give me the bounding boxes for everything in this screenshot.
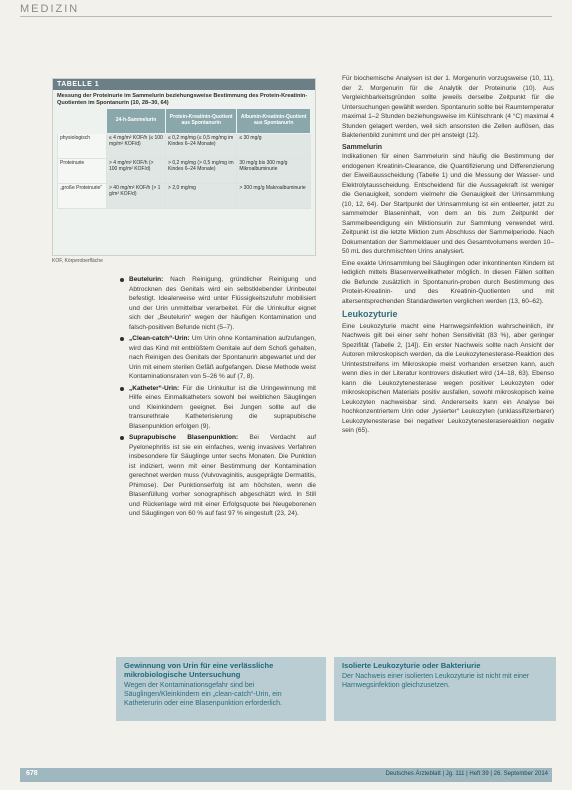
table-cell: > 40 mg/m² KOF/h (> 1 g/m² KOF/d) [107,184,166,209]
journal-info: Deutsches Ärzteblatt | Jg. 111 | Heft 39 | 26. September 2014 [385,771,548,777]
table-cell: ≤ 4 mg/m² KOF/h (≤ 100 mg/m² KOF/d) [107,134,166,159]
table-cell: > 300 mg/g Makroalbuminurie [237,184,311,209]
paragraph: Eine Leukozyturie macht eine Harnwegsinfektion wahrscheinlich, ihr Nachweis gilt bei einer sehr hohen Sensitivität (83 %), aber geringer Spezifität (Tabelle 2, [14]). Ein erster Nachweis sollte nach Ansicht der Autoren mikroskopisch werden, da die Leukozytenesterase-Reaktion des Urinteststreifens im Mikroskopie meist vorhanden ersetzen kann, auch wenn dies in der Literatur kontrovers diskutiert wird (14–18, 63). Ebenso kann die Leukozytenesterase wegen positiver Leukozyten oder mikroskopischen Materials positiv ausfallen, sowohl mikroskopisch keine Leukozyten nachweisbar sind. Andererseits kann ein Analyse bei hochkonzentriertem Urin oder „lysierter“ Leukozyten (unklassifizierbarer) Leukozytenesterase bei negativer Leukozytenesterasereaktion negativ sein (65). [342,322,554,434]
table-cell: physiologisch [58,134,107,159]
bullet-term: Suprapubische Blasenpunktion: [129,434,239,441]
bullet-icon [120,387,124,391]
table-header-cell: Albumin-Kreatinin-Quotient aus Spontanurin [237,109,311,134]
info-box-right [334,657,556,721]
section-label: MEDIZIN [20,3,80,15]
table-label: TABELLE 1 [53,79,315,90]
top-rule [20,16,552,17]
table-header-cell [58,109,107,134]
table-cell: ≤ 0,2 mg/mg (≤ 0,5 mg/mg im Kindes 6–24 Monate) [166,134,237,159]
info-box-text: Der Nachweis einer isolierten Leukozyturie ist nicht mit einer Harnwegsinfektion gleichzusetzen. [342,673,530,689]
left-column [120,275,316,521]
bullet-text: Nach Reinigung, gründlicher Reinigung und Abtrocknen des Genitals wird ein selbstklebender Urinbeutel befestigt. Idealerweise wird unter Flüssigkeitszufuhr mobilisiert und der Urin unmittelbar verarbeitet. Für die Urinkultur eignet sich der „Beutelurin“ wegen der häufigen Kontamination und falsch-positiven Befunde nicht (5–7). [129,276,316,331]
table-cell: 30 mg/g bis 300 mg/g Mikroalbuminurie [237,159,311,184]
bullet-icon [120,337,124,341]
table-header-cell: Protein-Kreatinin-Quotient aus Spontanurin [166,109,237,134]
right-column [342,74,554,438]
bullet-term: „Katheter“-Urin: [129,384,180,392]
table-row [58,134,311,159]
paragraph: Eine exakte Urinsammlung bei Säuglingen oder inkontinenten Kindern ist lediglich mittels Blasenverweilkatheter möglich. In diesen Fällen sollten die Befunde zusätzlich in Spontanurin-proben durch Bestimmung des Protein-Kreatinin- und des Kreatinin-Quotienten und mit altersentsprechenden Standardwerten verglichen werden (13, 60–62). [342,259,554,305]
bullet-term: „Clean-catch“-Urin: [129,335,190,342]
table-cell: > 0,2 mg/mg (> 0,5 mg/mg im Kindes 6–24 Monate) [166,159,237,184]
info-box-title: Gewinnung von Urin für eine verlässliche mikrobiologische Untersuchung [124,661,274,679]
table-row [58,159,311,184]
table-abbreviation: KOF, Körperoberfläche [52,258,103,264]
info-box-text: Wegen der Kontaminationsgefahr sind bei Säuglingen/Kleinkindern ein „clean-catch“-Urin, ein Katheterurin oder eine Blasenpunktion erforderlich. [124,682,282,707]
table-cell: > 2,0 mg/mg [166,184,237,209]
info-box-title: Isolierte Leukozyturie oder Bakteriurie [342,661,481,670]
paragraph: Indikationen für einen Sammelurin sind häufig die Bestimmung der endogenen Kreatinin-Clearance, die Quantifizierung und Differenzierung der Eiweißausscheidung (Tabelle 1) und die Messung der Wasser- und Elektrolytausscheidung. Entscheidend für die Aussagekraft ist weniger die Genauigkeit, sondern vielmehr die Genauigkeit der Urinsammlung (10, 12, 64). Der Startpunkt der Urinsammlung ist ein entleerter, jetzt zu sammelnder Blaseninhalt, von dem an bis zum Zeitpunkt der Sammelbeendigung ein Miktionsurin zur Sammlung verwendet wird. Zeitpunkt ist die letzte Miktion zum Abschluss der Sammelperiode. Nach Dokumentation der Sammeldauer und des Gesamtvolumens werden 10–50 mL des durchmischten Urins analysiert. [342,153,554,255]
bullet-icon [120,436,124,440]
proteinuria-table [57,108,311,209]
list-item [120,275,316,332]
table-cell: „große Proteinurie“ [58,184,107,209]
list-item [120,433,316,519]
bullet-icon [120,278,124,282]
table-header-row [58,109,311,134]
table-cell: ≤ 30 mg/g [237,134,311,159]
bullet-text: Bei Verdacht auf Pyelonephritis ist sie ein einfaches, wenig invasives Verfahren insbesondere für Säuglinge unter sechs Monaten. Die Punktion ist indiziert, wenn mit einer Bestimmung der Kontamination gerechnet werden muss (Vulvovaginitis, ausgeprägte Dermatitis, Phimose). Der Punktionserfolg ist am höchsten, wenn die Blasenfüllung vorher sonographisch abgeschätzt wird. In Still und Rückenlage wird mit einer Erfolgsquote bei Neugeborenen und Säuglingen von 60 % auf fast 97 % eingestuft (23, 24). [129,434,317,517]
table-row [58,184,311,209]
table-header-cell: 24-h-Sammelurin [107,109,166,134]
bullet-text: Um Urin ohne Kontamination aufzufangen, wird das Kind mit entblößtem Genitale auf dem Schoß gehalten, nach Reinigen des Genitals der Spontanurin abgewartet und der Urin mit einem sterilen Gefäß aufgefangen. Diese Methode weist Kontaminationsraten von 5–26 % auf (7, 8). [129,335,316,380]
bullet-term: Beutelurin: [129,276,164,283]
list-item [120,384,316,432]
table-caption: Messung der Proteinurie im Sammelurin beziehungsweise Bestimmung des Protein-Kreatinin-Quotienten im Spontanurin (10, 28–30, 64) [57,93,308,106]
table-cell: > 4 mg/m² KOF/h (> 100 mg/m² KOF/d) [107,159,166,184]
info-box-left [116,657,326,721]
table-cell: Proteinurie [58,159,107,184]
page-number: 678 [26,770,38,777]
table-box [52,78,316,256]
heading-leukozyturie: Leukozyturie [342,309,398,319]
subheading-sammelurin: Sammelurin [342,143,383,151]
bullet-text: Für die Urinkultur ist die Uringewinnung mit Hilfe eines Einmalkatheters sowohl bei weiblichen Säuglingen und Kleinkindern geeignet. Bei Jungen sollte auf die transurethrale Katheterisierung die suprapubische Blasenpunktion erfolgen (9). [129,384,316,430]
paragraph: Für biochemische Analysen ist der 1. Morgenurin vorzugsweise (10, 11), der 2. Morgenurin für die Analytik der Proteinurie (10). Aus Vergleichbarkeitsgründen sollte jeweils derselbe Zeitpunkt für die Untersuchungen gewählt werden. Spontanurin sollte bei Raumtemperatur maximal 1–2 Stunden beziehungsweise im Kühlschrank (4 °C) maximal 4 Stunden gelagert werden, weil sich ansonsten die Zellen auflösen, das Bakterienbild zunimmt und der pH ansteigt (12). [342,75,554,139]
list-item [120,334,316,382]
